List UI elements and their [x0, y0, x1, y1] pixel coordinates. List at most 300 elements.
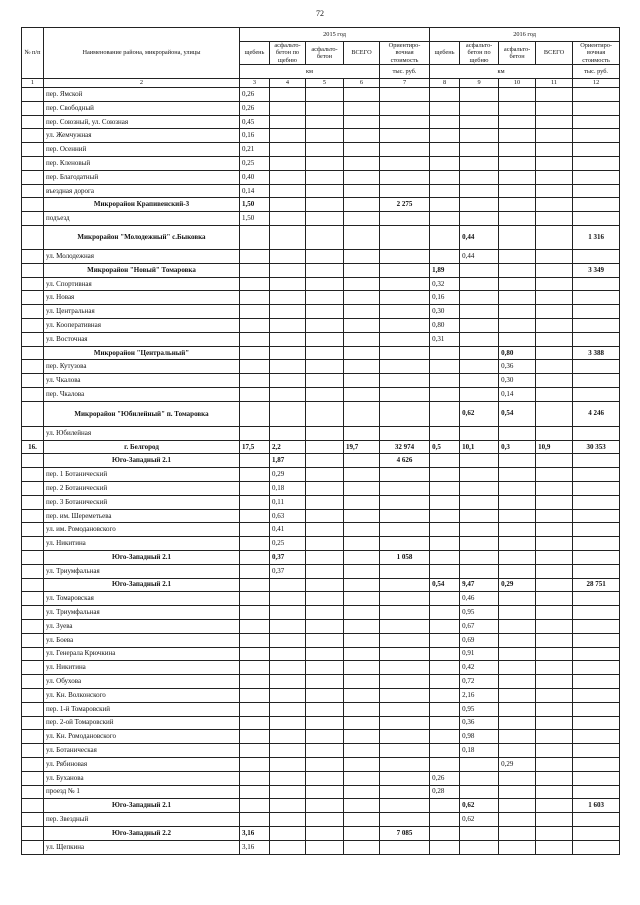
km-cell [536, 198, 573, 212]
km-cell [460, 523, 499, 537]
name-cell: ул. Кооперативная [44, 319, 240, 333]
km-cell [430, 744, 460, 758]
subheader: ВСЕГО [344, 41, 380, 65]
cost-cell [380, 675, 430, 689]
km-cell [460, 551, 499, 565]
km-cell [306, 305, 344, 319]
name-cell: ул. Ботаническая [44, 744, 240, 758]
row-number-cell [22, 388, 44, 402]
subheader: асфальто-бетон [306, 41, 344, 65]
km-cell [306, 688, 344, 702]
row-number-cell [22, 226, 44, 250]
km-cell [430, 212, 460, 226]
km-cell [240, 813, 270, 827]
name-cell: пер. Чкалова [44, 388, 240, 402]
row-number-cell [22, 157, 44, 171]
cost-cell [380, 702, 430, 716]
km-cell [499, 675, 536, 689]
km-cell [306, 716, 344, 730]
km-cell [240, 537, 270, 551]
km-cell [499, 813, 536, 827]
table-row [22, 813, 620, 827]
row-number-cell [22, 716, 44, 730]
row-number-cell [22, 495, 44, 509]
km-cell [430, 606, 460, 620]
km-cell [430, 813, 460, 827]
km-cell [306, 277, 344, 291]
km-cell [344, 647, 380, 661]
km-cell [306, 647, 344, 661]
km-cell: 0,95 [460, 606, 499, 620]
subheader: щебень [240, 41, 270, 65]
km-cell [240, 509, 270, 523]
row-number-cell [22, 675, 44, 689]
km-cell [430, 346, 460, 360]
row-number-cell [22, 523, 44, 537]
km-cell [536, 212, 573, 226]
km-cell [270, 647, 306, 661]
name-cell: Микрорайон "Юбилейный" п. Томаровка [44, 401, 240, 426]
km-cell [460, 88, 499, 102]
km-cell [344, 226, 380, 250]
cost-cell [380, 277, 430, 291]
km-cell: 0,67 [460, 619, 499, 633]
cost-cell [573, 716, 620, 730]
row-number-cell [22, 143, 44, 157]
cost-cell [573, 360, 620, 374]
km-cell [460, 826, 499, 840]
km-cell [536, 360, 573, 374]
km-cell [270, 291, 306, 305]
table-row [22, 647, 620, 661]
km-cell [306, 374, 344, 388]
km-cell [270, 388, 306, 402]
km-cell: 0,46 [460, 592, 499, 606]
row-number-cell [22, 619, 44, 633]
table-row [22, 592, 620, 606]
unit-km-2016: км [430, 65, 573, 79]
km-cell [240, 263, 270, 277]
km-cell: 0,26 [240, 88, 270, 102]
km-cell [270, 101, 306, 115]
row-number-cell [22, 170, 44, 184]
cost-cell [380, 606, 430, 620]
km-cell [306, 212, 344, 226]
km-cell [344, 115, 380, 129]
km-cell [240, 374, 270, 388]
km-cell: 0,37 [270, 551, 306, 565]
name-cell: пер. 1 Ботанический [44, 468, 240, 482]
km-cell [499, 551, 536, 565]
cost-cell [573, 426, 620, 440]
km-cell [306, 388, 344, 402]
table-row [22, 716, 620, 730]
km-cell [460, 277, 499, 291]
km-cell [536, 702, 573, 716]
cost-cell [380, 101, 430, 115]
km-cell [344, 564, 380, 578]
km-cell [430, 454, 460, 468]
km-cell [499, 826, 536, 840]
cost-cell [380, 840, 430, 854]
row-number-cell [22, 840, 44, 854]
row-number-cell [22, 250, 44, 264]
name-cell: пер. 3 Ботанический [44, 495, 240, 509]
cost-cell [380, 250, 430, 264]
km-cell [240, 250, 270, 264]
table-row [22, 291, 620, 305]
cost-cell [573, 606, 620, 620]
km-cell [499, 170, 536, 184]
cost-cell [573, 523, 620, 537]
km-cell [344, 495, 380, 509]
row-number-cell [22, 88, 44, 102]
km-cell: 0,63 [270, 509, 306, 523]
km-cell: 0,5 [430, 440, 460, 454]
table-header [22, 28, 620, 88]
table-row [22, 702, 620, 716]
name-cell: Микрорайон Крапивенский-3 [44, 198, 240, 212]
km-cell [460, 305, 499, 319]
km-cell [240, 523, 270, 537]
row-number-cell [22, 115, 44, 129]
cost-cell [573, 840, 620, 854]
subheader: Ориентиро-вочная стоимость [380, 41, 430, 65]
table-row [22, 661, 620, 675]
row-number-cell [22, 688, 44, 702]
table-row [22, 143, 620, 157]
km-cell: 10,1 [460, 440, 499, 454]
km-cell: 0,26 [240, 101, 270, 115]
km-cell [536, 88, 573, 102]
km-cell [306, 799, 344, 813]
km-cell [306, 291, 344, 305]
cost-cell [573, 305, 620, 319]
name-cell: ул. Жемчужная [44, 129, 240, 143]
section-row [22, 799, 620, 813]
km-cell [306, 606, 344, 620]
row-number-cell [22, 564, 44, 578]
km-cell [460, 771, 499, 785]
column-number-cell: 2 [44, 79, 240, 88]
km-cell [430, 468, 460, 482]
km-cell [344, 170, 380, 184]
subheader: Ориентиро-вочная стоимость [573, 41, 620, 65]
table-row [22, 388, 620, 402]
row-number-cell [22, 277, 44, 291]
km-cell: 0,44 [460, 226, 499, 250]
name-cell: пер. Ямской [44, 88, 240, 102]
km-cell [306, 319, 344, 333]
km-cell [270, 198, 306, 212]
km-cell [460, 346, 499, 360]
km-cell [344, 468, 380, 482]
km-cell [536, 661, 573, 675]
km-cell: 17,5 [240, 440, 270, 454]
km-cell [270, 401, 306, 426]
km-cell [499, 564, 536, 578]
cost-cell: 32 974 [380, 440, 430, 454]
km-cell: 0,16 [240, 129, 270, 143]
km-cell [460, 212, 499, 226]
km-cell [460, 332, 499, 346]
km-cell [499, 250, 536, 264]
section-row [22, 454, 620, 468]
km-cell [344, 263, 380, 277]
cost-cell [573, 170, 620, 184]
km-cell [499, 716, 536, 730]
km-cell [344, 606, 380, 620]
table-row [22, 509, 620, 523]
cost-cell [380, 688, 430, 702]
km-cell [240, 468, 270, 482]
km-cell [344, 633, 380, 647]
cost-cell [380, 374, 430, 388]
name-cell: Микрорайон "Новый" Томаровка [44, 263, 240, 277]
km-cell [306, 633, 344, 647]
km-cell: 0,54 [430, 578, 460, 592]
km-cell [499, 633, 536, 647]
km-cell: 0,30 [499, 374, 536, 388]
km-cell [240, 426, 270, 440]
cost-cell [380, 785, 430, 799]
cost-cell [380, 495, 430, 509]
name-cell: Юго-Западный 2.1 [44, 799, 240, 813]
col-number-header: № п/п [22, 28, 44, 79]
km-cell [499, 730, 536, 744]
km-cell [536, 319, 573, 333]
km-cell [430, 198, 460, 212]
unit-km-2015: км [240, 65, 380, 79]
table-row [22, 305, 620, 319]
row-number-cell [22, 346, 44, 360]
name-cell: ул. Щепкина [44, 840, 240, 854]
cost-cell [380, 291, 430, 305]
row-number-cell [22, 101, 44, 115]
cost-cell [380, 509, 430, 523]
km-cell [270, 226, 306, 250]
name-cell: ул. Восточная [44, 332, 240, 346]
km-cell [536, 277, 573, 291]
km-cell [306, 675, 344, 689]
km-cell [460, 374, 499, 388]
table-row [22, 184, 620, 198]
km-cell: 2,16 [460, 688, 499, 702]
km-cell [536, 826, 573, 840]
row-number-cell [22, 537, 44, 551]
km-cell [499, 482, 536, 496]
km-cell [270, 771, 306, 785]
column-number-cell: 11 [536, 79, 573, 88]
cost-cell [380, 388, 430, 402]
km-cell [344, 426, 380, 440]
table-row [22, 482, 620, 496]
km-cell: 0,80 [499, 346, 536, 360]
km-cell [270, 785, 306, 799]
cost-cell [380, 360, 430, 374]
km-cell [306, 537, 344, 551]
km-cell [430, 633, 460, 647]
km-cell [240, 226, 270, 250]
km-cell [430, 675, 460, 689]
km-cell [270, 675, 306, 689]
cost-cell [380, 813, 430, 827]
km-cell: 0,91 [460, 647, 499, 661]
km-cell [344, 291, 380, 305]
km-cell [240, 633, 270, 647]
km-cell [344, 702, 380, 716]
km-cell [499, 157, 536, 171]
km-cell [270, 263, 306, 277]
km-cell [240, 346, 270, 360]
km-cell [430, 688, 460, 702]
section-row [22, 263, 620, 277]
km-cell [536, 332, 573, 346]
cost-cell [573, 129, 620, 143]
km-cell [344, 277, 380, 291]
km-cell [306, 157, 344, 171]
km-cell [306, 115, 344, 129]
km-cell [430, 157, 460, 171]
km-cell [499, 509, 536, 523]
km-cell [536, 578, 573, 592]
km-cell [344, 826, 380, 840]
cost-cell [573, 813, 620, 827]
km-cell [460, 198, 499, 212]
row-number-cell [22, 184, 44, 198]
name-cell: Юго-Западный 2.2 [44, 826, 240, 840]
km-cell [240, 482, 270, 496]
table-row [22, 426, 620, 440]
km-cell [536, 250, 573, 264]
km-cell [344, 799, 380, 813]
km-cell [270, 744, 306, 758]
km-cell [240, 799, 270, 813]
table-row [22, 115, 620, 129]
section-row [22, 826, 620, 840]
km-cell [536, 675, 573, 689]
km-cell [430, 716, 460, 730]
km-cell [536, 129, 573, 143]
km-cell [306, 757, 344, 771]
km-cell [306, 840, 344, 854]
cost-cell [380, 661, 430, 675]
table-row [22, 157, 620, 171]
cost-cell [573, 757, 620, 771]
cost-cell [573, 212, 620, 226]
km-cell [270, 374, 306, 388]
km-cell [240, 401, 270, 426]
km-cell [344, 88, 380, 102]
name-cell: ул. Обухова [44, 675, 240, 689]
cost-cell [380, 170, 430, 184]
km-cell [306, 702, 344, 716]
km-cell [306, 129, 344, 143]
km-cell [306, 592, 344, 606]
km-cell [460, 129, 499, 143]
km-cell [344, 319, 380, 333]
cost-cell [380, 226, 430, 250]
km-cell [499, 454, 536, 468]
column-number-cell: 8 [430, 79, 460, 88]
km-cell [536, 101, 573, 115]
table-body [22, 88, 620, 854]
cost-cell [573, 332, 620, 346]
row-number-cell [22, 401, 44, 426]
name-cell: ул. Буханова [44, 771, 240, 785]
cost-cell [573, 157, 620, 171]
cost-cell [573, 771, 620, 785]
column-number-cell: 4 [270, 79, 306, 88]
km-cell [240, 360, 270, 374]
cost-cell [380, 744, 430, 758]
km-cell [344, 771, 380, 785]
km-cell [460, 757, 499, 771]
cost-cell [380, 305, 430, 319]
km-cell [536, 143, 573, 157]
km-cell [460, 840, 499, 854]
km-cell [499, 840, 536, 854]
km-cell [270, 799, 306, 813]
km-cell [499, 319, 536, 333]
km-cell [499, 702, 536, 716]
km-cell [499, 606, 536, 620]
km-cell: 0,37 [270, 564, 306, 578]
km-cell [270, 426, 306, 440]
cost-cell [573, 184, 620, 198]
section-row [22, 198, 620, 212]
km-cell [536, 840, 573, 854]
km-cell [344, 212, 380, 226]
km-cell [536, 482, 573, 496]
km-cell: 0,45 [240, 115, 270, 129]
cost-cell [573, 564, 620, 578]
km-cell [430, 840, 460, 854]
name-cell: пер. Союзный, ул. Союзная [44, 115, 240, 129]
row-number-cell [22, 785, 44, 799]
km-cell [536, 564, 573, 578]
row-number-cell [22, 744, 44, 758]
km-cell [536, 785, 573, 799]
km-cell [306, 813, 344, 827]
km-cell [344, 101, 380, 115]
table-row [22, 840, 620, 854]
km-cell [499, 495, 536, 509]
km-cell [344, 388, 380, 402]
cost-cell [380, 633, 430, 647]
km-cell [306, 468, 344, 482]
name-cell: ул. Триумфальная [44, 564, 240, 578]
km-cell [306, 360, 344, 374]
km-cell [240, 702, 270, 716]
km-cell [306, 619, 344, 633]
km-cell [430, 702, 460, 716]
km-cell: 0,80 [430, 319, 460, 333]
km-cell [499, 277, 536, 291]
km-cell [499, 744, 536, 758]
km-cell [344, 332, 380, 346]
km-cell [460, 157, 499, 171]
km-cell: 0,11 [270, 495, 306, 509]
cost-cell: 1 603 [573, 799, 620, 813]
cost-cell [380, 647, 430, 661]
km-cell [240, 305, 270, 319]
km-cell [270, 170, 306, 184]
cost-cell [380, 468, 430, 482]
km-cell [499, 101, 536, 115]
km-cell: 1,50 [240, 198, 270, 212]
km-cell [536, 799, 573, 813]
